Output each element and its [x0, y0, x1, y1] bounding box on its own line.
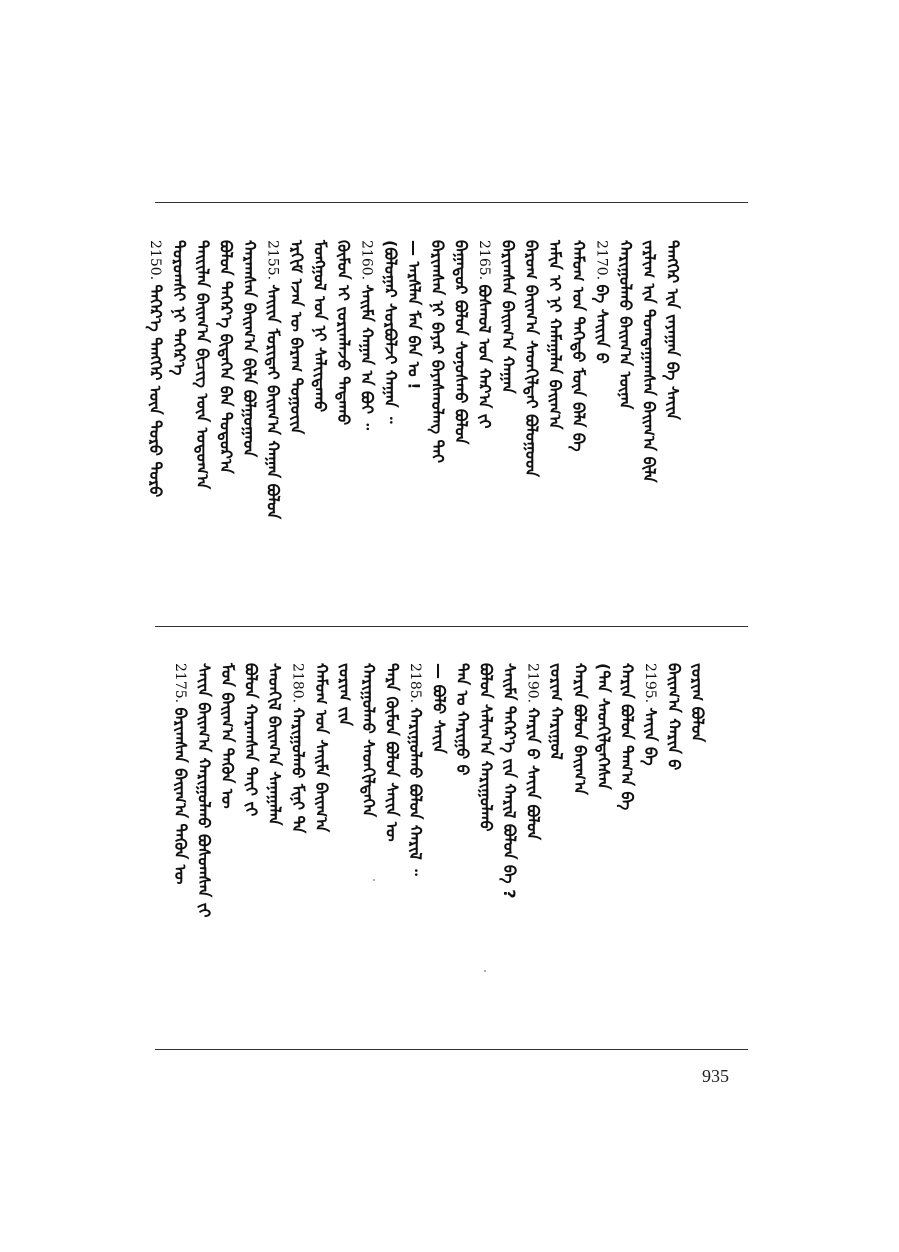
verse-text: ᠪᠣᠯᠤᠨ ᠳᠡᠭᠡᠷ᠎ᠡ ᠪᠢᠲᠡᠭᠡᠨ ᠪᠠᠨ ᠳᠣᠲᠣᠷ᠎ᠠ [216, 240, 236, 474]
verse-line [474, 240, 494, 429]
line-number: 2190. [524, 663, 541, 704]
verse-text: ᠲᠠᠢᠢᠯᠠᠨ ᠪᠠᠢᠭ᠎ᠠ ᠪᠢᠴᠢᠭ ᠦᠨ ᠤᠲᠤᠭ᠎ᠠ [193, 240, 212, 490]
verse-line [310, 240, 330, 412]
verse-line [145, 240, 165, 497]
verse-line [452, 663, 472, 776]
verse-line [239, 240, 259, 457]
verse-text: ᠰᠠᠶ᠋ᠢᠨ ᠪᠠᠢᠭ᠎ᠠ ᠬᠠᠷᠢᠭᠤᠯᠬᠤ ᠪᠤᠰᠤᠭᠰᠠᠨ ᠶ᠋ᠢ [194, 663, 214, 918]
line-number: 2170. [593, 240, 610, 281]
verse-text: ᠵᠣᠷᠢᠭ ᠶ᠋ᠢᠨ [335, 663, 355, 726]
verse-line [451, 240, 471, 444]
line-number: 2195. [642, 663, 658, 704]
verse-line [664, 663, 684, 770]
line-number: 2175. [172, 663, 188, 704]
verse-line [264, 663, 284, 825]
verse-line [170, 663, 190, 884]
verse-line [476, 663, 496, 832]
line-number: 2150. [147, 240, 163, 281]
verse-text: ᠪᠠᠷᠤᠭ ᠪᠠᠢᠭ᠎ᠠ ᠰᠡᠳᠬᠢᠯᠲᠡᠢ ᠪᠣᠯᠣᠭᠣᠳ [522, 240, 541, 477]
verse-line [358, 663, 378, 817]
verse-line [333, 240, 353, 425]
line-number: 2155. [264, 240, 281, 281]
verse-text: ᠠᠮᠢᠨ ᠢ ᠨᠢ ᠬᠠᠮᠠᠭᠠᠯᠠᠨ ᠪᠠᠢᠭ᠎ᠠ [545, 240, 565, 430]
verse-text: ᠮᠣᠩᠭᠣᠯ ᠤᠨ ᠨᠢ ᠰᠠᠯᠢᠢᠳᠠᠬᠤ [310, 240, 330, 413]
verse-text: ᠲᠡᠷᠡ ᠬᠦᠮᠦᠨ ᠪᠣᠯᠤᠨ ᠰᠠᠶ᠋ᠢᠨ ᠦ [382, 663, 402, 842]
verse-text: ᠲᠠᠨ ᠤ ᠬᠠᠷᠢᠭᠤ ᠪ [453, 663, 472, 776]
verse-line [216, 240, 236, 474]
scan-speck [373, 879, 375, 881]
line-number: 2185. [407, 663, 423, 704]
verse-line [404, 240, 424, 390]
verse-line [194, 663, 214, 918]
verse-line [640, 663, 660, 766]
verse-text: ᠪᠠᠢᠭ᠎ᠠ ᠬᠠᠷᠢᠨ ᠪ [664, 663, 684, 771]
verse-text: ᠬᠠᠷᠢᠨ ᠪᠣᠯᠤᠨ ᠳᠠᠭ᠎ᠠ ᠪᠠ [617, 663, 637, 811]
verse-line [405, 663, 425, 876]
verse-line [382, 663, 402, 842]
verse-text: — ᠠᠷᠰᠯᠠᠨ ᠮᠠᠨ ᠪᠠᠨ ᠤ ! [404, 240, 424, 390]
verse-text: ᠬᠠᠮᠤᠭ ᠤᠨ ᠳᠡᠭᠡᠳᠦ ᠮᠦᠨ ᠪᠡᠯᠡ ᠪᠠ [569, 240, 588, 452]
verse-line [639, 240, 659, 483]
verse-text: ᠪᠠᠭᠠᠳᠤᠷ ᠪᠣᠯᠤᠨ ᠰᠣᠨᠣᠰᠬᠤ ᠪᠣᠯᠣᠨ [451, 240, 471, 445]
verse-line [217, 663, 237, 809]
verse-line [335, 663, 355, 726]
upper-verse-block [145, 240, 685, 620]
verse-line [662, 240, 682, 420]
verse-text: ᠬᠠᠷᠢᠨ ᠪᠣᠯᠤᠨ ᠪᠠᠢᠭ᠎ᠠ [570, 663, 590, 795]
verse-text: ᠲᠡᠩᠭᠡᠷ ᠢᠨ ᠵᠠᠶᠠᠭᠠᠨ ᠪᠠ ᠰᠠᠶ᠋ᠢᠨ [663, 240, 682, 420]
verse-line [570, 663, 590, 795]
verse-line [615, 240, 635, 409]
verse-text: ᠰᠠᠢᠢᠨ ᠮᠣᠷᠢᠲᠠᠢ ᠪᠠᠢᠭ᠎ᠠ ᠬᠠᠭᠠᠨ ᠪᠣᠯᠤᠨ [263, 284, 283, 520]
verse-text: ᠬᠠᠷᠢᠭᠤᠯᠬᠤ ᠮᠢᠨᠢ ᠲᠠ [288, 707, 308, 834]
verse-text: ᠪᠠ ᠰᠠᠢᠢᠨ ᠪ [592, 284, 612, 364]
verse-line [546, 663, 566, 760]
verse-text: ᠬᠠᠷᠢᠨ ᠪ ᠰᠠᠶ᠋ᠢᠨ ᠪᠣᠯᠤᠨ [523, 707, 543, 840]
verse-text: ᠡᠷᠬᠢᠮ ᠡᠵᠡᠨ ᠦ ᠪᠠᠷᠠᠭ ᠳᠣᠭᠣᠶ᠋ᠢᠨ [287, 240, 306, 435]
middle-rule [155, 626, 748, 627]
verse-line [687, 663, 707, 742]
verse-line [617, 663, 637, 810]
verse-text: ᠰᠡᠢᠮᠡ ᠬᠠᠭᠠᠨ ᠠ ᠪᠣᠢ ᠃ [357, 284, 377, 431]
verse-line [568, 240, 588, 452]
bottom-rule [155, 1049, 748, 1050]
verse-line [286, 240, 306, 434]
verse-line [429, 663, 449, 754]
verse-text: ᠪᠠᠷᠢᠭᠰᠠᠨ ᠪᠠᠢᠭ᠎ᠠ ᠬᠠᠭᠠᠨ [498, 240, 518, 394]
verse-line [593, 663, 613, 790]
verse-text: ᠳᠣᠷᠣᠭᠰᠢ ᠨᠢ ᠳᠡᠭᠡᠷ᠎ᠡ [169, 240, 189, 376]
verse-text: ᠬᠠᠷᠢᠭᠤᠯᠬᠤ ᠰᠡᠳᠬᠢᠯᠳᠡᠭᠡᠨ [359, 663, 378, 818]
verse-line [169, 240, 189, 375]
verse-line [241, 663, 261, 816]
verse-line [311, 663, 331, 832]
verse-text: ᠬᠠᠷᠢᠭᠤᠯᠬᠤ ᠪᠣᠯᠤᠨ ᠬᠠᠷᠢᠯ ᠃ [406, 707, 425, 876]
verse-text: ᠪᠣᠯᠤᠨ ᠬᠠᠷᠠᠭᠰᠠᠨ ᠲᠠᠶ᠋ᠢ ᠶ᠋ᠢ [241, 663, 261, 817]
verse-text: (ᠲᠠᠨ ᠰᠡᠳᠬᠢᠯᠳᠡᠭᠡᠰᠡᠨ [594, 663, 613, 790]
verse-line [427, 240, 447, 463]
verse-text: ᠪᠠᠷᠢᠭᠰᠠᠨ ᠨᠢ ᠪᠠᠶᠠᠷ ᠪᠠᠶᠠᠰᠬᠤᠯᠠᠩ ᠲᠠᠢ [428, 240, 447, 463]
verse-line [499, 663, 519, 898]
verse-text: ᠵᠠᠷᠯᠢᠭ ᠢᠨ ᠲᠣᠭᠲᠠᠭᠠᠭᠰᠠᠨ ᠪᠠᠢᠭ᠎ᠠ ᠪᠢᠯᠡ [639, 240, 659, 483]
verse-text: — ᠪᠣᠯᠤ ᠰᠠᠶ᠋ᠢᠨ [429, 663, 449, 754]
verse-text: ᠬᠠᠷᠢᠭᠤᠯᠬᠤ ᠪᠠᠢᠭ᠎ᠠ ᠦᠨᠡᠨ [616, 240, 635, 410]
verse-text: ᠰᠡᠳᠬᠢᠯ ᠪᠠᠢᠭ᠎ᠠ ᠰᠠᠨᠠᠭᠠᠯᠠᠨ [265, 663, 284, 826]
lower-verse-block [170, 663, 710, 983]
verse-text: ᠰᠠᠶ᠋ᠢᠨ ᠪᠠ [641, 707, 660, 766]
verse-text: ᠰᠡᠢᠮᠡ ᠳᠡᠭᠡᠷ᠎ᠡ ᠶ᠋ᠢᠨ ᠬᠠᠷᠢᠯ ᠪᠣᠯᠣᠨ ᠪᠠ ? [500, 663, 519, 899]
verse-text: ᠵᠣᠷᠢᠭ ᠬᠠᠷᠢᠭᠤᠯ [547, 663, 566, 760]
scan-speck [484, 970, 486, 972]
verse-text: ᠪᠣᠯᠤᠨ ᠰᠠᠯᠢᠭ᠎ᠠ ᠬᠠᠷᠢᠭᠤᠯᠬᠤ [476, 663, 496, 832]
verse-text: ᠪᠣᠰᠬᠤᠯ ᠤᠨ ᠬᠠᠷ᠎ᠠ ᠶ᠋ᠢ [475, 284, 494, 429]
verse-text: ᠵᠣᠷᠢᠭ ᠪᠣᠯᠤᠨ [688, 663, 707, 743]
verse-line [192, 240, 212, 489]
verse-text: ᠳᠡᠭᠡᠷ᠎ᠡ ᠲᠡᠩᠭᠡᠷ ᠦᠨ ᠳᠣᠷᠣ ᠳᠣᠷᠣ [146, 284, 165, 498]
verse-line [592, 240, 612, 364]
verse-text: ᠮᠣᠨ ᠪᠠᠢᠭ᠎ᠠ ᠲᠡᠭᠦᠨ ᠦ [218, 663, 237, 809]
line-number: 2160. [358, 240, 375, 281]
verse-line [545, 240, 565, 429]
verse-text: ᠪᠠᠷᠢᠭᠰᠠᠨ ᠪᠠᠢᠭ᠎ᠠ ᠲᠡᠭᠦᠨ ᠦ [171, 707, 190, 885]
verse-line [357, 240, 377, 430]
verse-text: ᠬᠠᠮᠤᠭ ᠤᠨ ᠰᠡᠢᠮᠡ ᠪᠠᠢᠭ᠎ᠠ [312, 663, 331, 833]
verse-line [288, 663, 308, 833]
line-number: 2165. [476, 240, 492, 281]
verse-line [498, 240, 518, 394]
verse-text: (ᠪᠤᠯᠤᠭᠠᠷ ᠰᠣᠷᠪᠣᠯᠵᠢ ᠬᠠᠭᠠᠨ ᠃ [381, 240, 400, 424]
verse-line [523, 663, 543, 840]
verse-line [521, 240, 541, 477]
page-number: 935 [702, 1066, 729, 1086]
verse-line [380, 240, 400, 424]
verse-text: ᠬᠦᠮᠦᠨ ᠢ ᠵᠣᠷᠢᠭᠯᠠᠵᠤ ᠲᠠᠲᠠᠬᠤ [334, 240, 353, 426]
top-rule [155, 202, 748, 203]
verse-text: ᠬᠠᠷᠠᠭᠰᠠᠨ ᠪᠠᠢᠭ᠎ᠠ ᠪᠢᠯᠡ ᠪᠣᠯᠭᠣᠭᠠᠳ [240, 240, 259, 458]
verse-line [263, 240, 283, 519]
line-number: 2180. [289, 663, 306, 704]
